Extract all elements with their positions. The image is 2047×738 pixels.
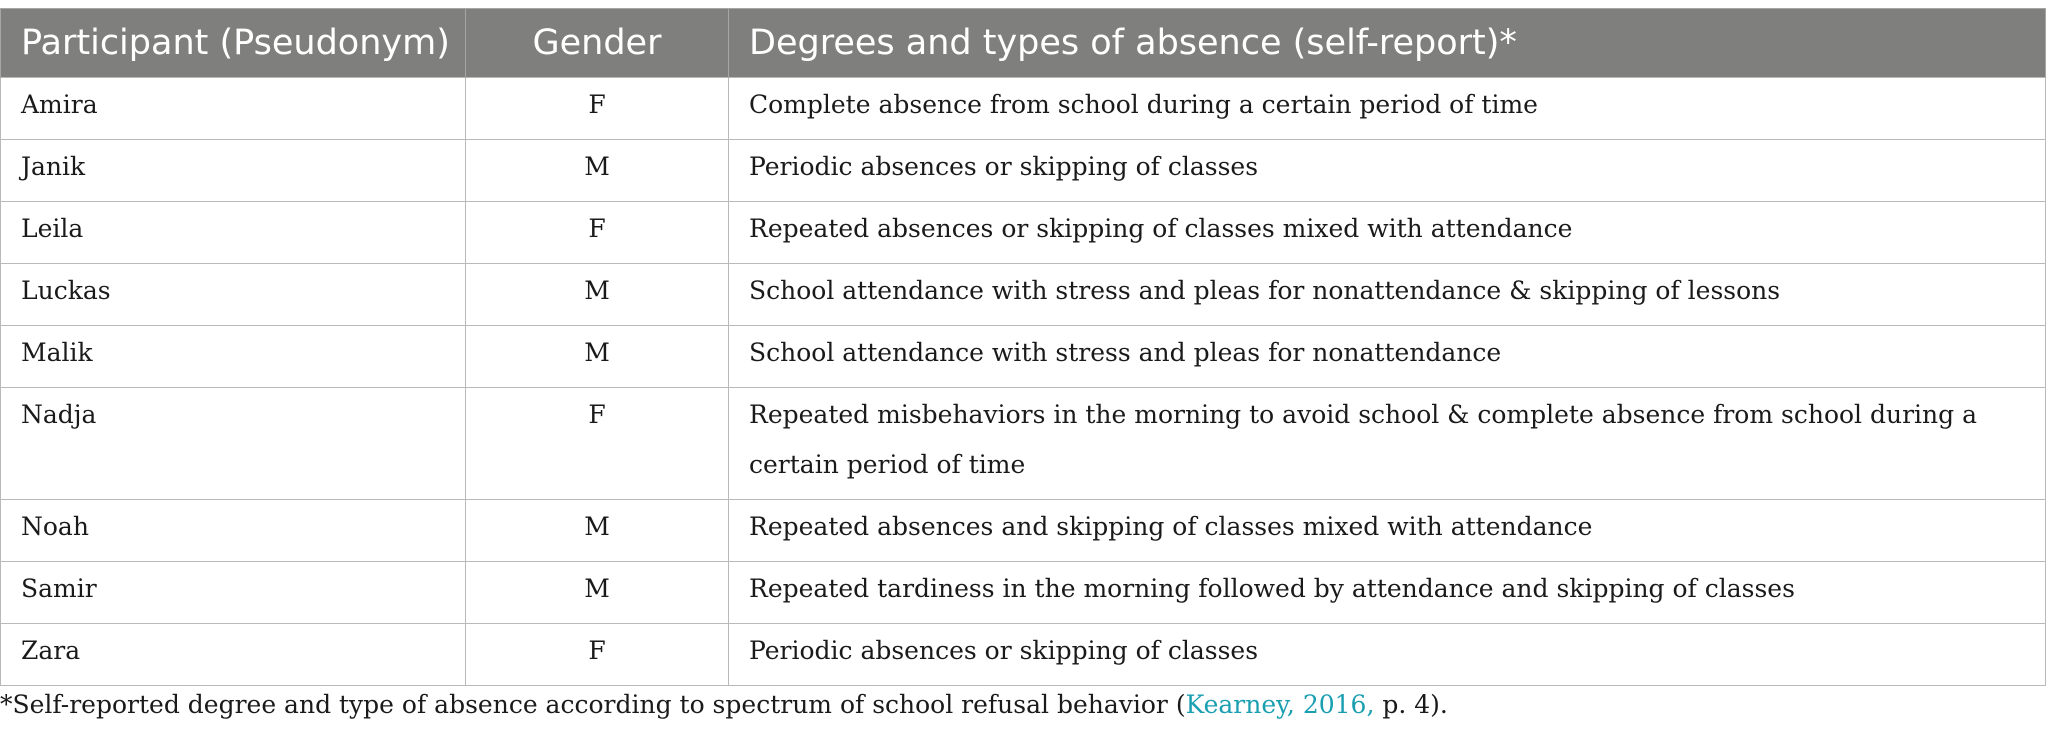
- table-footnote: [0, 690, 1448, 719]
- cell-gender: F: [466, 202, 729, 264]
- table-row: [1, 326, 2046, 388]
- cell-absence: School attendance with stress and pleas for nonattendance & skipping of lessons: [729, 264, 2046, 326]
- cell-participant: Leila: [1, 202, 466, 264]
- cell-gender: M: [466, 264, 729, 326]
- footnote-page-ref: p. 4).: [1374, 690, 1448, 719]
- cell-absence: Repeated tardiness in the morning followed by attendance and skipping of classes: [729, 562, 2046, 624]
- cell-participant: Janik: [1, 140, 466, 202]
- cell-absence: Periodic absences or skipping of classes: [729, 140, 2046, 202]
- cell-participant: Amira: [1, 78, 466, 140]
- table-row: [1, 500, 2046, 562]
- cell-participant: Noah: [1, 500, 466, 562]
- cell-gender: M: [466, 326, 729, 388]
- cell-absence: Repeated absences and skipping of classes mixed with attendance: [729, 500, 2046, 562]
- table-row: [1, 388, 2046, 500]
- table-header-row: [1, 9, 2046, 78]
- cell-absence: School attendance with stress and pleas for nonattendance: [729, 326, 2046, 388]
- cell-absence: Repeated misbehaviors in the morning to avoid school & complete absence from school during a certain period of time: [729, 388, 2046, 500]
- cell-gender: F: [466, 78, 729, 140]
- header-gender: Gender: [466, 9, 729, 78]
- table-row: [1, 624, 2046, 686]
- footnote-text: *Self-reported degree and type of absence according to spectrum of school refusal behavior (: [0, 690, 1186, 719]
- cell-gender: F: [466, 388, 729, 500]
- table-row: [1, 140, 2046, 202]
- data-table-container: [0, 8, 2045, 686]
- header-participant: Participant (Pseudonym): [1, 9, 466, 78]
- cell-absence: Complete absence from school during a certain period of time: [729, 78, 2046, 140]
- cell-absence: Periodic absences or skipping of classes: [729, 624, 2046, 686]
- cell-gender: F: [466, 624, 729, 686]
- participants-table: [0, 8, 2046, 686]
- table-row: [1, 562, 2046, 624]
- cell-gender: M: [466, 562, 729, 624]
- table-row: [1, 264, 2046, 326]
- cell-participant: Nadja: [1, 388, 466, 500]
- table-row: [1, 78, 2046, 140]
- table-row: [1, 202, 2046, 264]
- citation-link[interactable]: Kearney, 2016,: [1185, 690, 1375, 719]
- cell-gender: M: [466, 500, 729, 562]
- cell-participant: Zara: [1, 624, 466, 686]
- cell-participant: Samir: [1, 562, 466, 624]
- cell-participant: Malik: [1, 326, 466, 388]
- header-absence: Degrees and types of absence (self-report)*: [729, 9, 2046, 78]
- cell-absence: Repeated absences or skipping of classes mixed with attendance: [729, 202, 2046, 264]
- cell-gender: M: [466, 140, 729, 202]
- cell-participant: Luckas: [1, 264, 466, 326]
